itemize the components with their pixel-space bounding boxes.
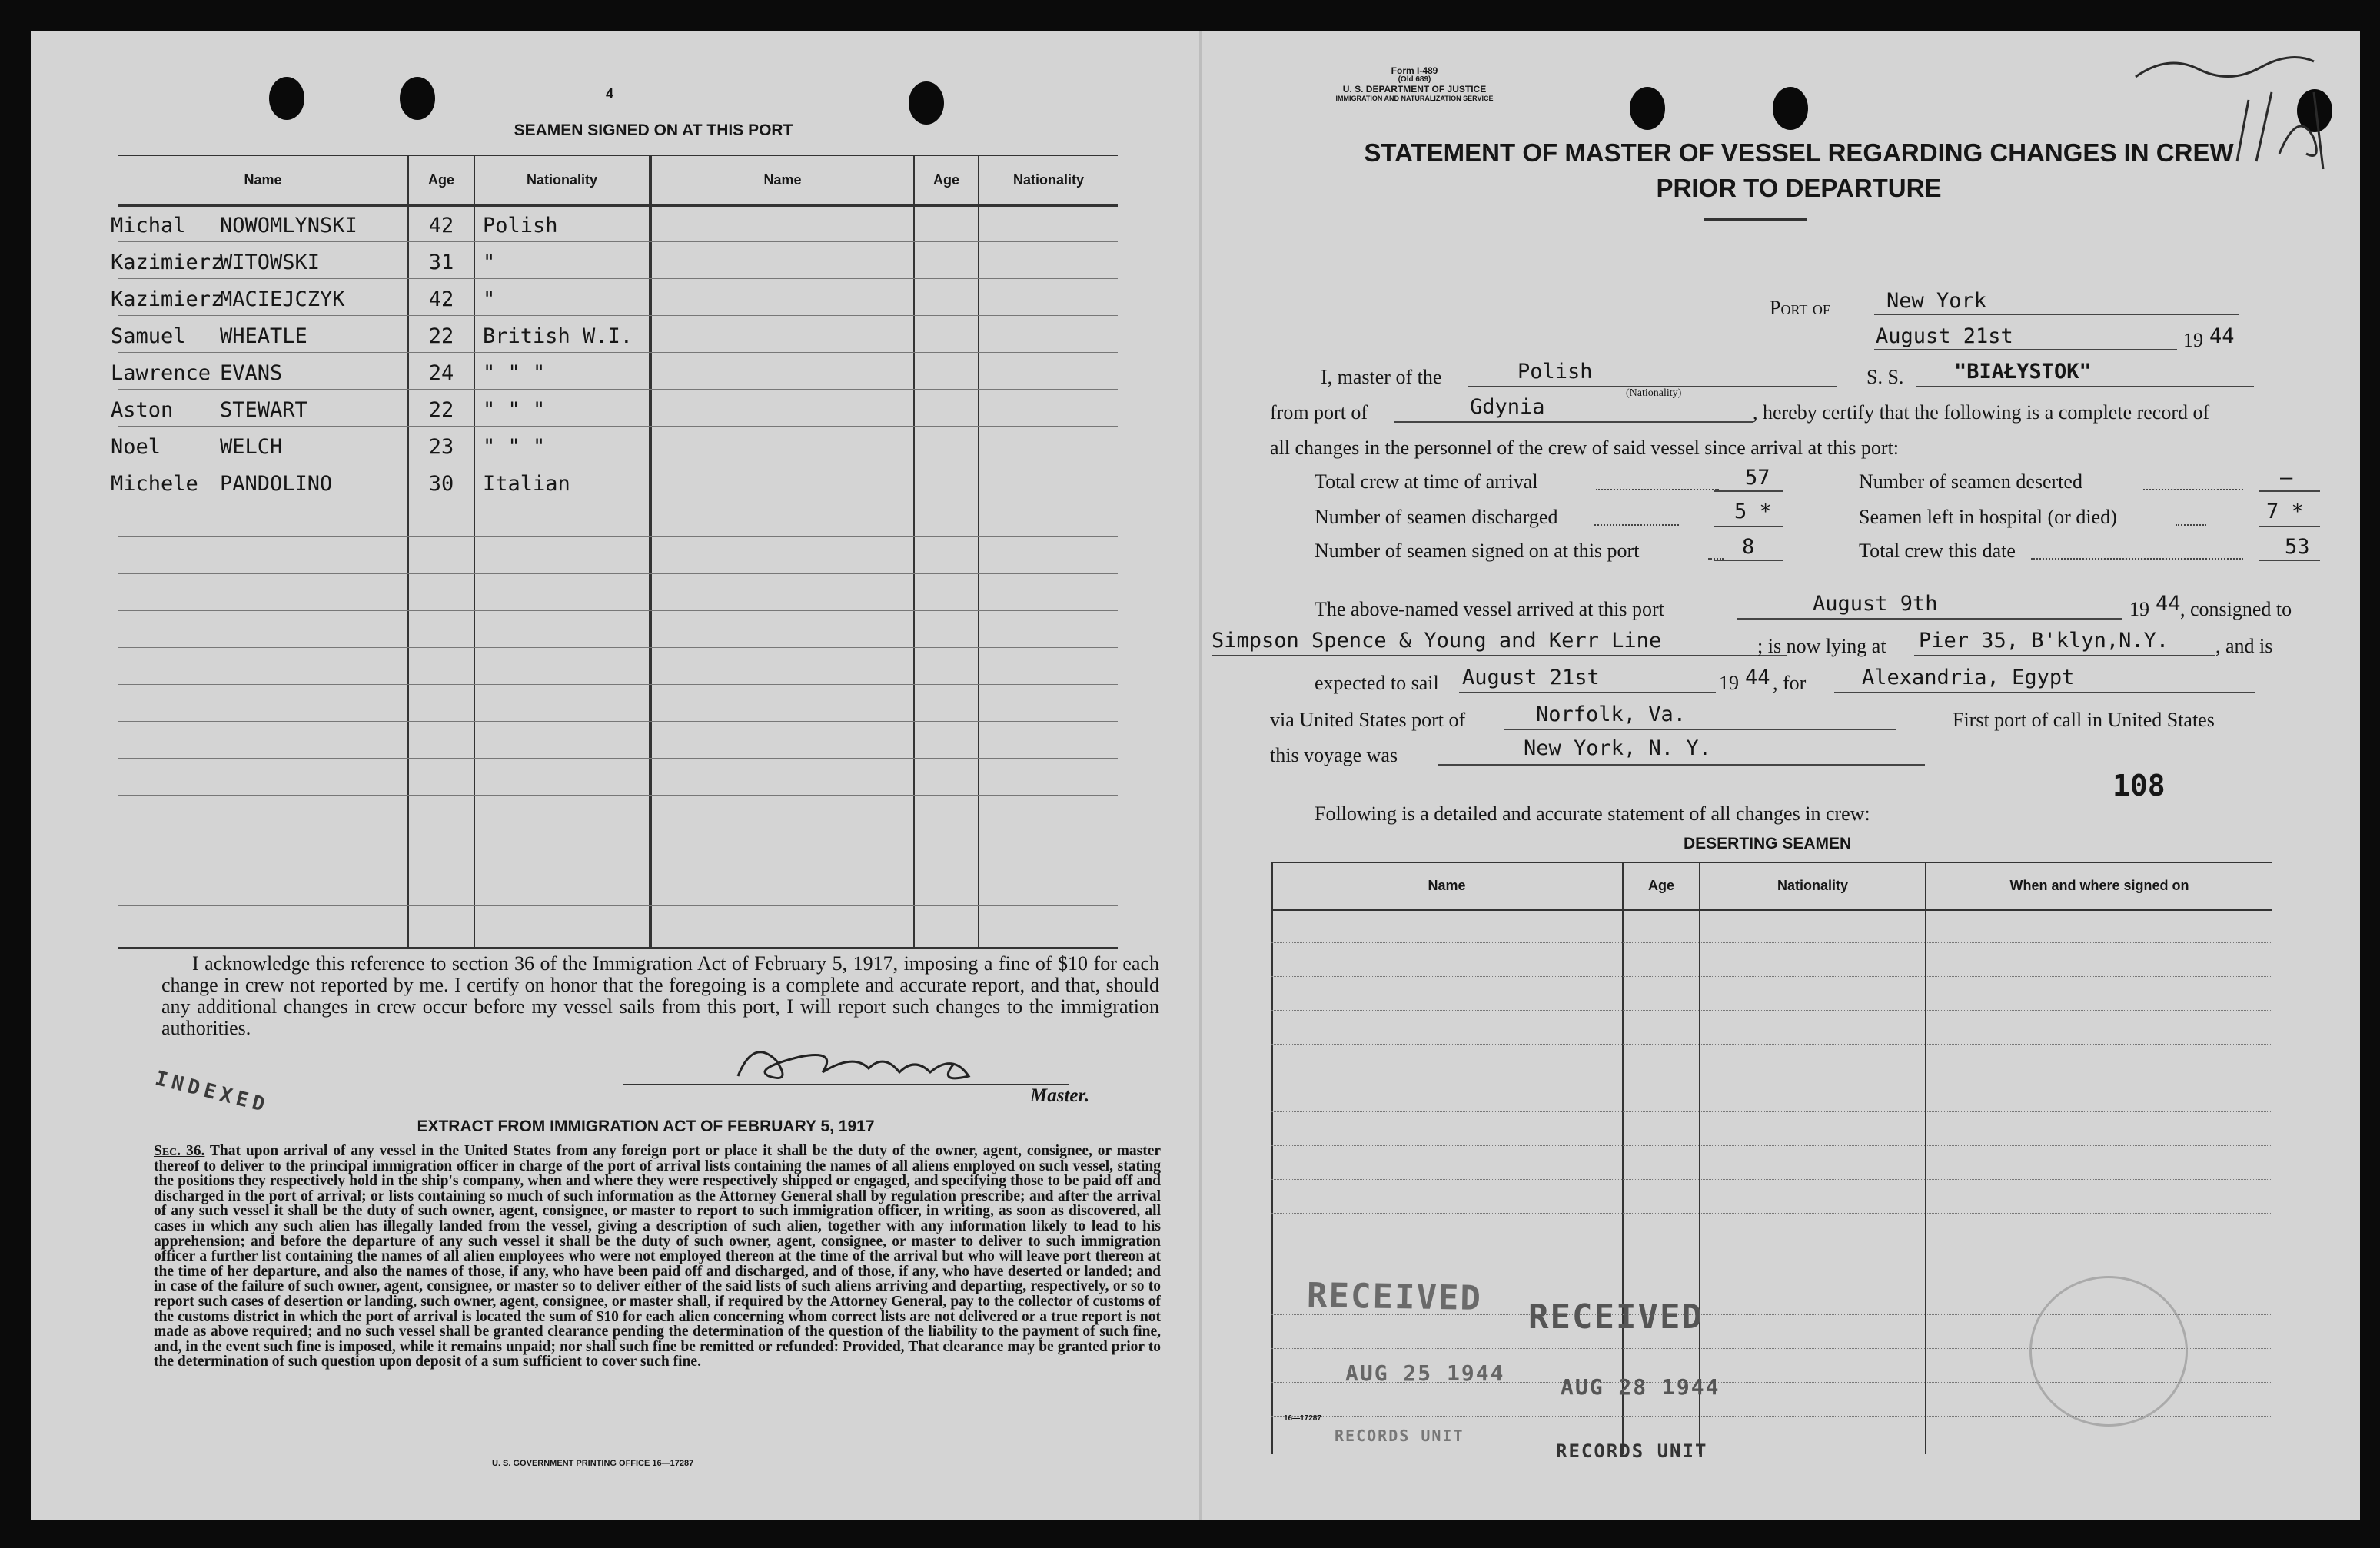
stat-discharged: Number of seamen discharged 5 * bbox=[1315, 506, 1791, 529]
punch-hole bbox=[1773, 87, 1808, 130]
table-rule bbox=[1271, 1213, 2272, 1214]
col-name: Name bbox=[244, 172, 282, 188]
col-name-2: Name bbox=[763, 172, 802, 188]
crew-stats bbox=[1315, 466, 2314, 586]
voyage-label: this voyage was bbox=[1270, 744, 1398, 766]
signed-on-title: SEAMEN SIGNED ON AT THIS PORT bbox=[514, 121, 793, 139]
via-port: Norfolk, Va. bbox=[1536, 703, 1687, 726]
seaman-first-name: Noel bbox=[111, 435, 161, 459]
punch-hole bbox=[1630, 87, 1665, 130]
seaman-age: 22 bbox=[428, 398, 454, 422]
stat-discharged-value: 5 * bbox=[1734, 500, 1772, 523]
table-rule bbox=[118, 241, 1118, 242]
received-stamp-1: RECEIVED bbox=[1306, 1276, 1483, 1318]
seaman-last-name: NOWOMLYNSKI bbox=[220, 214, 357, 238]
form-number: Form I-489 bbox=[1391, 65, 1438, 76]
stamp-date-1: AUG 25 1944 bbox=[1345, 1360, 1505, 1386]
signed-on-table bbox=[111, 155, 1118, 950]
master-of-label: I, master of the bbox=[1321, 366, 1442, 388]
seaman-nationality: Polish bbox=[483, 214, 558, 238]
seaman-first-name: Kazimierz bbox=[111, 287, 224, 311]
handwritten-number: 108 bbox=[2112, 769, 2166, 802]
seaman-first-name: Kazimierz bbox=[111, 251, 224, 274]
desert-col-nationality: Nationality bbox=[1777, 878, 1848, 893]
form-code: 16—17287 bbox=[1284, 1414, 1321, 1423]
seaman-last-name: PANDOLINO bbox=[220, 472, 333, 496]
stat-total-today: Total crew this date 53 bbox=[1859, 540, 2320, 563]
seaman-age: 30 bbox=[428, 472, 454, 496]
master-label: Master. bbox=[1030, 1085, 1090, 1106]
seaman-first-name: Lawrence bbox=[111, 361, 211, 385]
first-port-label: First port of call in United States bbox=[1953, 709, 2215, 731]
records-unit-2: RECORDS UNIT bbox=[1556, 1440, 1708, 1462]
records-unit-1: RECORDS UNIT bbox=[1335, 1427, 1464, 1445]
form-old: (Old 689) bbox=[1398, 75, 1431, 84]
desert-col-age: Age bbox=[1647, 878, 1674, 893]
arrived-year: 44 bbox=[2156, 592, 2181, 616]
stat-hospital-value: 7 * bbox=[2266, 500, 2304, 523]
stat-hospital: Seamen left in hospital (or died) 7 * bbox=[1859, 506, 2320, 529]
table-rule bbox=[1271, 1044, 2272, 1045]
table-rule bbox=[118, 573, 1118, 574]
stat-deserted: Number of seamen deserted – bbox=[1859, 470, 2320, 493]
seaman-last-name: EVANS bbox=[220, 361, 283, 385]
certify-text-2: all changes in the personnel of the crew of said vessel since arrival at this port: bbox=[1270, 437, 1900, 459]
table-rule bbox=[1271, 1179, 2272, 1180]
table-rule bbox=[118, 610, 1118, 611]
table-rule bbox=[1271, 1010, 2272, 1011]
seaman-last-name: WELCH bbox=[220, 435, 283, 459]
seaman-nationality: " bbox=[483, 251, 496, 274]
page-number: 4 bbox=[606, 86, 614, 101]
from-port-label: from port of bbox=[1270, 401, 1368, 424]
ss-label: S. S. bbox=[1866, 366, 1904, 388]
table-rule bbox=[118, 905, 1118, 906]
circular-seal-stamp bbox=[2029, 1276, 2188, 1427]
stat-signed-on-value: 8 bbox=[1742, 535, 1755, 559]
certify-text: , hereby certify that the following is a complete record of bbox=[1753, 401, 2210, 424]
and-is-label: , and is bbox=[2215, 635, 2273, 657]
col-age: Age bbox=[427, 172, 454, 188]
seaman-age: 23 bbox=[428, 435, 454, 459]
nationality-value: Polish bbox=[1517, 360, 1593, 384]
port-value: New York bbox=[1886, 289, 1987, 313]
consignee-value: Simpson Spence & Young and Kerr Line bbox=[1212, 629, 1662, 653]
stat-arrival: Total crew at time of arrival 57 bbox=[1315, 470, 1791, 493]
date-year: 44 bbox=[2209, 324, 2235, 348]
extract-body bbox=[154, 1144, 1161, 1459]
table-rule bbox=[118, 278, 1118, 279]
seaman-last-name: WITOWSKI bbox=[220, 251, 321, 274]
stat-arrival-value: 57 bbox=[1745, 466, 1770, 490]
seaman-age: 24 bbox=[428, 361, 454, 385]
printing-office: U. S. GOVERNMENT PRINTING OFFICE 16—17287 bbox=[492, 1459, 694, 1468]
seaman-age: 22 bbox=[428, 324, 454, 348]
col-nationality: Nationality bbox=[526, 172, 597, 188]
table-rule bbox=[1271, 1111, 2272, 1112]
table-rule bbox=[1271, 1145, 2272, 1146]
deserting-title: DESERTING SEAMEN bbox=[1684, 835, 1852, 852]
extract-text: That upon arrival of any vessel in the United States from any foreign port or place it shall be the duty of the owner, agent, consignee, or master thereof to deliver to the principal immigration officer in charge of the port of arrival lists containing the names of all aliens employed on such vessel, stating the positions they respectively hold in the ship's company, when and where they were respectively shipped or engaged, and specifying those to be paid off and discharged in the port of arrival; or lists containing so much of such information as the Attorney General shall by regulation prescribe; and after the arrival of any such vessel it shall be the duty of such owner, agent, consignee, or master to report to such immigration officer, in writing, as soon as discovered, all cases in which any such alien has illegally landed from the vessel, giving a description of such alien, together with any information likely to lead to his apprehension; and before the departure of any such vessel it shall be the duty of such owner, agent, consignee, or master to deliver to such immigration officer a further list containing the names of all alien employees who were not employed thereon at the time of the arrival but who will leave port thereon at the time of her departure, and also the names of those, if any, who have been paid off and discharged, and of those, if any, who have deserted or landed; and in case of the failure of such owner, agent, consignee, or master so to deliver either of the said lists of such aliens arriving and departing, respectively, or so to report such cases of desertion or landing, such owner, agent, consignee, or master shall, if required by the Attorney General, pay to the collector of customs of the customs district in which the port of arrival is located the sum of $10 for each alien concerning whom correct lists are not delivered or a true report is not made as above required; and no such vessel shall be granted clearance pending the determination of the question of the liability to the payment of such fine, and, in the event such fine is imposed, while it remains unpaid; nor shall such fine be remitted or refunded: Provided, That clearance may be granted prior to the determination of such question upon deposit of a sum sufficient to cover such fine. bbox=[154, 1144, 1161, 1370]
seaman-nationality: Italian bbox=[483, 472, 570, 496]
seaman-first-name: Samuel bbox=[111, 324, 186, 348]
punch-hole bbox=[909, 81, 944, 125]
seaman-first-name: Aston bbox=[111, 398, 174, 422]
seaman-age: 42 bbox=[428, 214, 454, 238]
arrived-year-prefix: 19 bbox=[2129, 598, 2149, 620]
col-nationality-2: Nationality bbox=[1012, 172, 1084, 188]
seaman-first-name: Michele bbox=[111, 472, 198, 496]
department: U. S. DEPARTMENT OF JUSTICE bbox=[1342, 84, 1487, 95]
expected-label: expected to sail bbox=[1315, 672, 1439, 694]
stamp-date-2: AUG 28 1944 bbox=[1561, 1374, 1720, 1400]
first-port-value: New York, N. Y. bbox=[1524, 736, 1711, 760]
punch-hole bbox=[400, 77, 435, 120]
table-rule bbox=[118, 389, 1118, 390]
desert-col-name: Name bbox=[1428, 878, 1466, 893]
table-rule bbox=[118, 795, 1118, 796]
arrived-label: The above-named vessel arrived at this port bbox=[1315, 598, 1664, 620]
seaman-nationality: " bbox=[483, 287, 496, 311]
extract-section: Sec. 36. bbox=[154, 1144, 205, 1159]
table-rule bbox=[1271, 976, 2272, 977]
acknowledgement-text: I acknowledge this reference to section 36 of the Immigration Act of February 5, 1917, imposing a fine of $10 for each change in crew not reported by me. I certify on honor that the foregoing is a complete and accurate report, and that, should any additional changes in crew occur before my vessel sails from this port, I will report such changes to the immigration authorities. bbox=[161, 952, 1159, 1039]
following-label: Following is a detailed and accurate statement of all changes in crew: bbox=[1315, 802, 1870, 825]
destination: Alexandria, Egypt bbox=[1862, 666, 2075, 689]
seaman-nationality: " " " bbox=[483, 361, 546, 385]
from-port-value: Gdynia bbox=[1470, 395, 1545, 419]
nationality-caption: (Nationality) bbox=[1626, 387, 1682, 399]
via-label: via United States port of bbox=[1270, 709, 1466, 731]
seaman-nationality: British W.I. bbox=[483, 324, 633, 348]
title-line-2: PRIOR TO DEPARTURE bbox=[1656, 174, 1942, 202]
stat-signed-on: Number of seamen signed on at this port 8 bbox=[1315, 540, 1791, 563]
consigned-label: , consigned to bbox=[2180, 598, 2292, 620]
table-rule bbox=[1271, 942, 2272, 943]
vessel-name: "BIAŁYSTOK" bbox=[1954, 360, 2092, 384]
port-label: Port of bbox=[1770, 297, 1830, 319]
indexed-stamp: INDEXED bbox=[152, 1067, 271, 1118]
seaman-nationality: " " " bbox=[483, 398, 546, 422]
seaman-age: 42 bbox=[428, 287, 454, 311]
table-rule bbox=[118, 426, 1118, 427]
table-rule bbox=[118, 721, 1118, 722]
col-age-2: Age bbox=[932, 172, 959, 188]
seaman-age: 31 bbox=[428, 251, 454, 274]
lying-label: ; is now lying at bbox=[1757, 635, 1886, 657]
desert-col-signed-on: When and where signed on bbox=[2009, 878, 2189, 893]
table-rule bbox=[118, 758, 1118, 759]
table-rule bbox=[118, 647, 1118, 648]
table-rule bbox=[118, 352, 1118, 353]
seaman-first-name: Michal bbox=[111, 214, 186, 238]
for-label: , for bbox=[1773, 672, 1807, 694]
date-value: August 21st bbox=[1876, 324, 2013, 348]
title-line-1: STATEMENT OF MASTER OF VESSEL REGARDING CHANGES IN CREW bbox=[1364, 138, 2234, 167]
punch-hole bbox=[269, 77, 304, 120]
stat-total-today-value: 53 bbox=[2285, 535, 2310, 559]
sail-year: 44 bbox=[1745, 666, 1770, 689]
seaman-last-name: STEWART bbox=[220, 398, 307, 422]
page-fold bbox=[1199, 31, 1202, 1520]
master-signature bbox=[723, 1030, 999, 1091]
form-header bbox=[1276, 66, 1553, 103]
sail-date: August 21st bbox=[1462, 666, 1600, 689]
seaman-nationality: " " " bbox=[483, 435, 546, 459]
stat-deserted-value: – bbox=[2280, 466, 2293, 490]
seaman-last-name: MACIEJCZYK bbox=[220, 287, 345, 311]
extract-title: EXTRACT FROM IMMIGRATION ACT OF FEBRUARY 5, 1917 bbox=[417, 1118, 875, 1135]
service: IMMIGRATION AND NATURALIZATION SERVICE bbox=[1335, 95, 1494, 102]
document-page bbox=[31, 31, 2360, 1520]
sail-year-prefix: 19 bbox=[1719, 672, 1739, 694]
form-title bbox=[1338, 135, 2260, 206]
table-rule bbox=[118, 684, 1118, 685]
received-stamp-2: RECEIVED bbox=[1528, 1297, 1704, 1337]
date-year-prefix: 19 bbox=[2183, 329, 2203, 351]
pier-value: Pier 35, B'klyn,N.Y. bbox=[1919, 629, 2169, 653]
table-rule bbox=[118, 536, 1118, 537]
arrived-date: August 9th bbox=[1813, 592, 1938, 616]
seaman-last-name: WHEATLE bbox=[220, 324, 307, 348]
table-rule bbox=[118, 315, 1118, 316]
